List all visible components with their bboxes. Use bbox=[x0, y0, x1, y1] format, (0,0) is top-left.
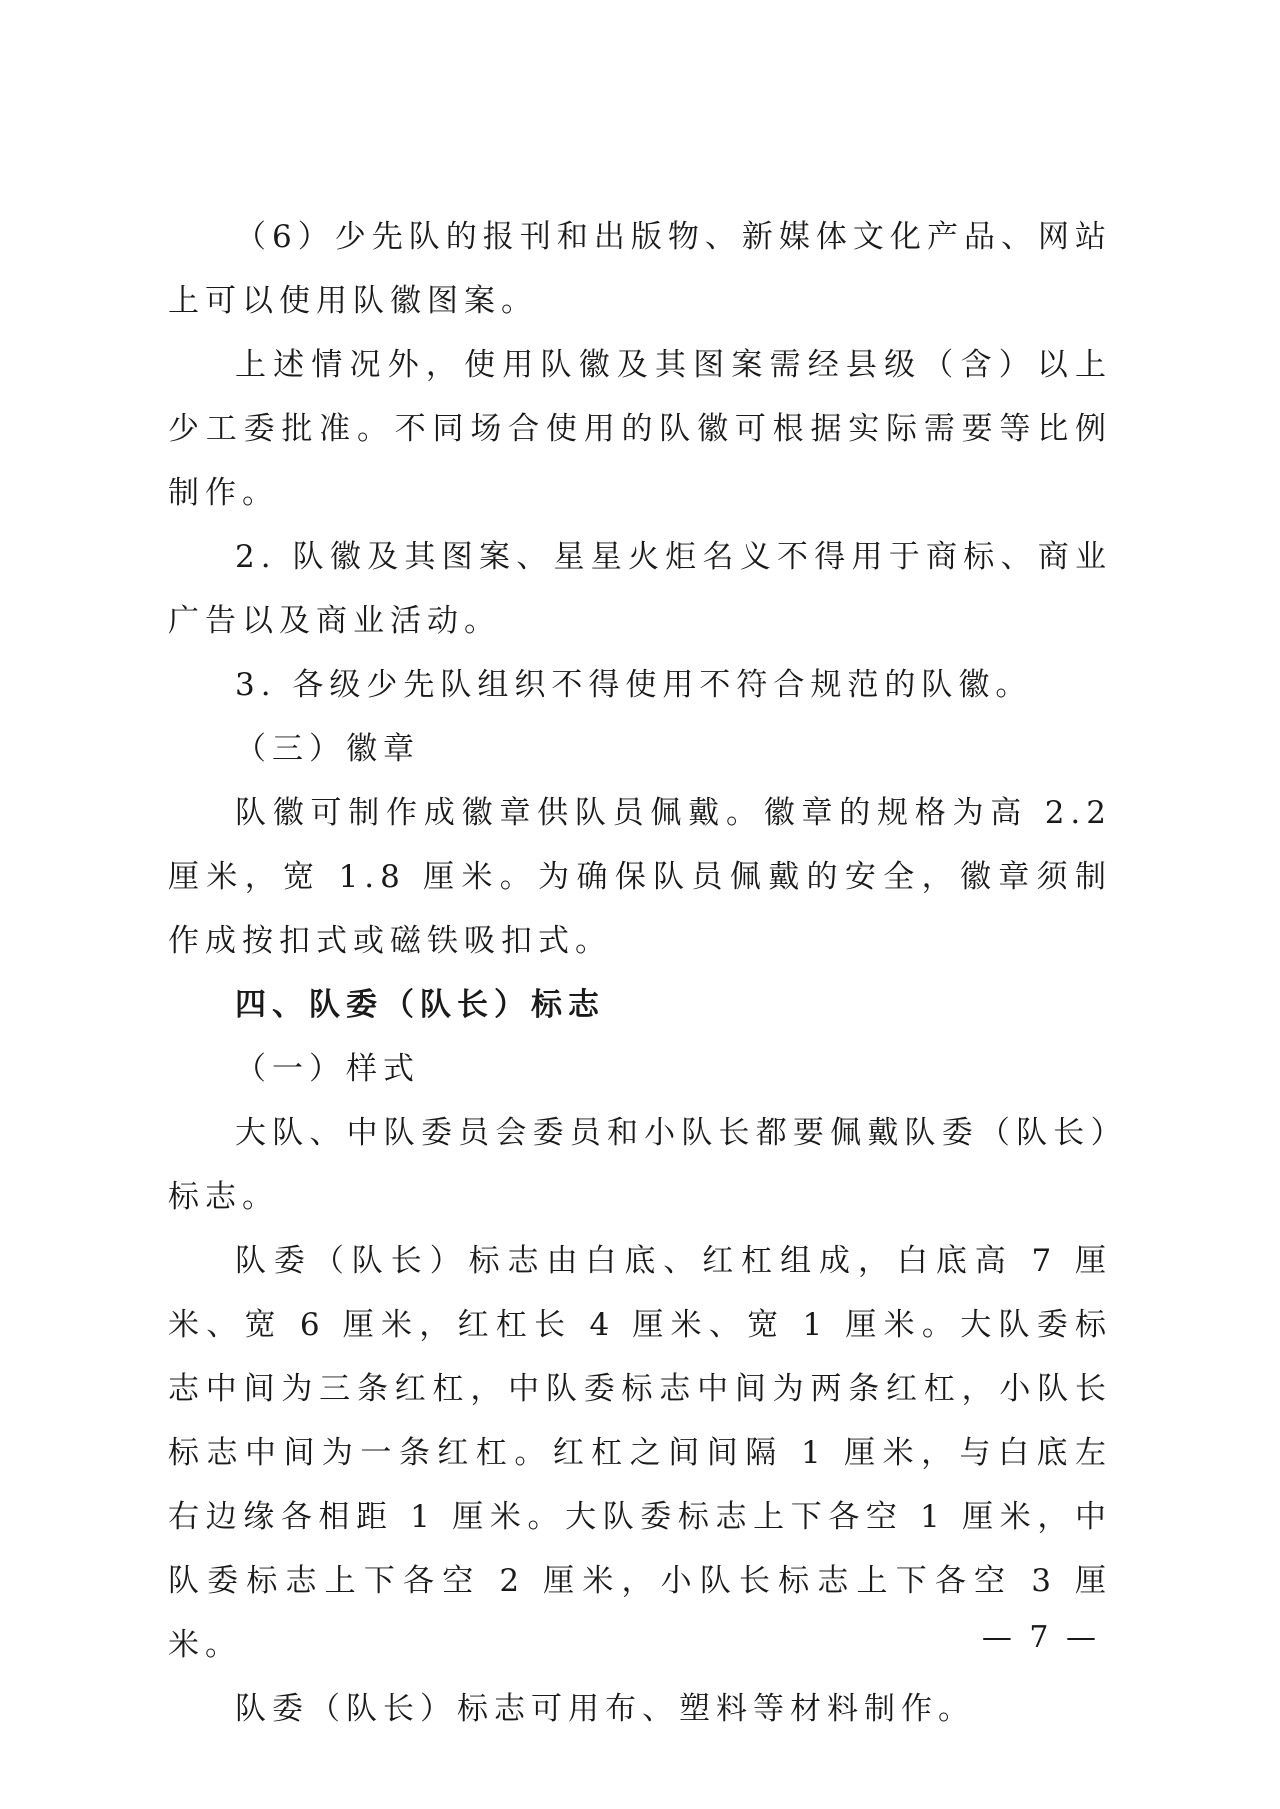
paragraph-mark-spec: 队委（队长）标志由白底、红杠组成，白底高 7 厘米、宽 6 厘米，红杠长 4 厘米、宽 1 厘米。大队委标志中间为三条红杠，中队委标志中间为两条红杠，小队长标志中间为一条红杠。红杠之间间隔 1 厘米，与白底左右边缘各相距 1 厘米。大队委标志上下各空 1 厘米，中队委标志上下各空 2 厘米，小队长标志上下各空 3 厘米。 bbox=[168, 1243, 1112, 1663]
paragraph-commercial-prohibition: 2. 队徽及其图案、星星火炬名义不得用于商标、商业广告以及商业活动。 bbox=[168, 539, 1112, 639]
section-heading-committee-mark: 四、队委（队长）标志 bbox=[235, 987, 605, 1023]
subheading-badge: （三）徽章 bbox=[235, 731, 420, 767]
paragraph-materials: 队委（队长）标志可用布、塑料等材料制作。 bbox=[235, 1691, 975, 1727]
paragraph-badge-spec: 队徽可制作成徽章供队员佩戴。徽章的规格为高 2.2 厘米，宽 1.8 厘米。为确保队员佩戴的安全，徽章须制作成按扣式或磁铁吸扣式。 bbox=[168, 795, 1112, 959]
paragraph-approval: 上述情况外，使用队徽及其图案需经县级（含）以上少工委批准。不同场合使用的队徽可根据实际需要等比例制作。 bbox=[168, 347, 1112, 511]
page-number: — 7 — bbox=[981, 1620, 1100, 1655]
paragraph-who-wears: 大队、中队委员会委员和小队长都要佩戴队委（队长）标志。 bbox=[168, 1115, 1112, 1215]
paragraph-usage-publications: （6）少先队的报刊和出版物、新媒体文化产品、网站上可以使用队徽图案。 bbox=[168, 219, 1112, 319]
paragraph-nonstandard-prohibition: 3. 各级少先队组织不得使用不符合规范的队徽。 bbox=[235, 667, 1033, 703]
document-body bbox=[168, 205, 1112, 1741]
subheading-style: （一）样式 bbox=[235, 1051, 420, 1087]
